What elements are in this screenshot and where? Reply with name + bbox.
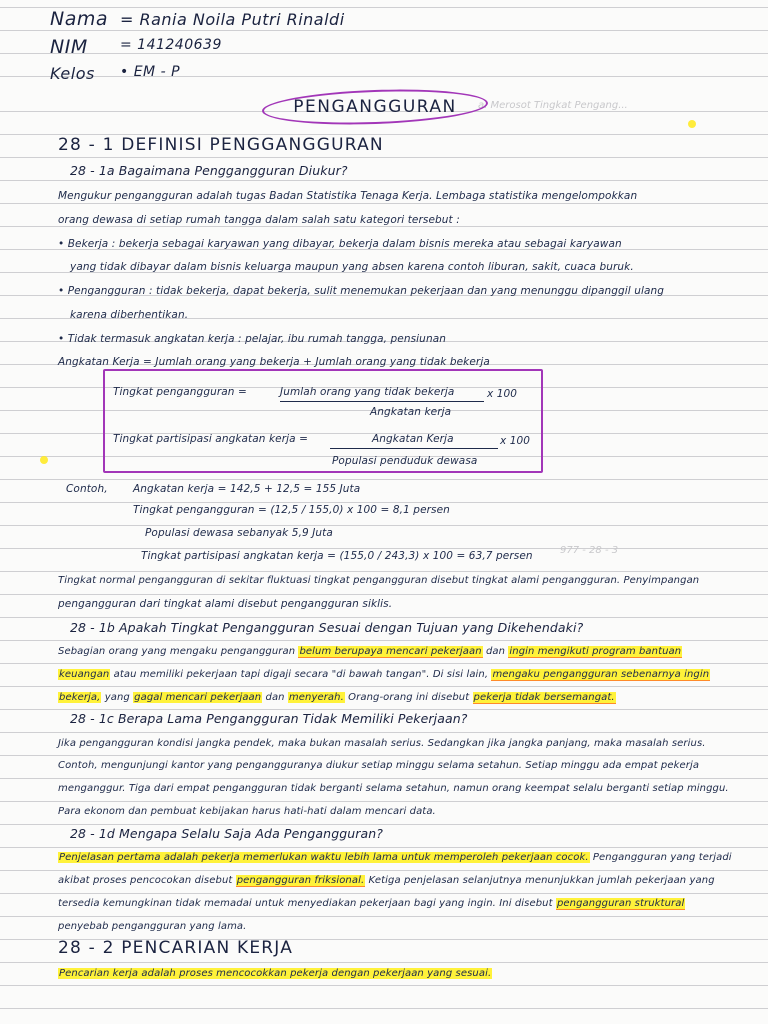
highlight: pengangguran struktural	[556, 898, 685, 909]
paragraph-line-highlighted: keuangan atau memiliki pekerjaan tapi digaji secara "di bawah tangan". Di sisi lain, mengaku pengangguran sebenarnya ingin	[59, 669, 710, 680]
paragraph-line-highlighted: Penjelasan pertama adalah pekerja memerlukan waktu lebih lama untuk memperoleh pekerjaan cocok. Pengangguran yang terjadi	[59, 852, 732, 863]
nim-value: = 141240639	[120, 37, 222, 53]
angkatan-kerja-definition: Angkatan Kerja = Jumlah orang yang bekerja + Jumlah orang yang tidak bekerja	[58, 356, 490, 368]
bullet-pengangguran: • Pengangguran : tidak bekerja, dapat bekerja, sulit menemukan pekerjaan dan yang menunggu dipanggil ulang	[58, 285, 665, 297]
subsection-heading-28-1b: 28 - 1b Apakah Tingkat Pengangguran Sesuai dengan Tujuan yang Dikehendaki?	[70, 620, 584, 635]
paragraph-line-highlighted: tersedia kemungkinan tidak memadai untuk menyediakan pekerjaan bagi yang ingin. Ini disebut pengangguran struktural	[58, 898, 685, 909]
highlight: menyerah.	[288, 692, 344, 703]
highlight-dot	[40, 456, 48, 464]
formula-unemployment-numerator: Jumlah orang yang tidak bekerja	[280, 386, 455, 398]
paragraph-line-highlighted: akibat proses pencocokan disebut pengangguran friksional. Ketiga penjelasan selanjutnya menunjukkan jumlah pekerjaan yang	[58, 875, 715, 886]
paragraph-line: orang dewasa di setiap rumah tangga dalam salah satu kategori tersebut :	[58, 214, 460, 226]
formula-unemployment-multiplier: x 100	[487, 388, 518, 400]
paragraph-line: menganggur. Tiga dari empat pengangguran tidak berganti selama setahun, namun orang keempat selalu berganti setiap minggu.	[58, 783, 729, 794]
class-value: • EM - P	[120, 64, 181, 80]
name-label: Nama	[50, 8, 109, 30]
paragraph-line-highlighted	[58, 967, 746, 981]
bleed-through-text: a. Merosot Tingkat Pengang...	[478, 100, 628, 111]
bullet-pengangguran-cont: karena diberhentikan.	[70, 309, 189, 321]
student-class-row	[50, 64, 181, 83]
example-line: Angkatan kerja = 142,5 + 12,5 = 155 Juta	[133, 483, 361, 495]
subsection-heading-28-1a: 28 - 1a Bagaimana Penggangguran Diukur?	[70, 163, 348, 178]
formula-unemployment-label: Tingkat pengangguran =	[113, 386, 247, 398]
example-line: Tingkat partisipasi angkatan kerja = (155,0 / 243,3) x 100 = 63,7 persen	[141, 550, 533, 562]
fraction-bar	[330, 448, 498, 449]
class-label: Kelos	[50, 64, 95, 83]
paragraph-line: Mengukur pengangguran adalah tugas Badan Statistika Tenaga Kerja. Lembaga statistika mengelompokkan	[58, 190, 638, 202]
paragraph-line-highlighted: bekerja, yang gagal mencari pekerjaan dan menyerah. Orang-orang ini disebut pekerja tidak bersemangat.	[59, 692, 615, 703]
section-heading-28-1: 28 - 1 DEFINISI PENGGANGGURAN	[58, 135, 384, 155]
bleed-through-text: 977 - 28 - 3	[560, 545, 619, 556]
formula-participation-label: Tingkat partisipasi angkatan kerja =	[113, 433, 309, 445]
page-title: PENGANGGURAN	[293, 97, 457, 117]
formula-participation-denominator: Populasi penduduk dewasa	[332, 455, 478, 467]
highlight: belum berupaya mencari pekerjaan	[299, 646, 482, 657]
title-block	[262, 90, 488, 124]
highlight: bekerja,	[59, 692, 101, 703]
subsection-heading-28-1d: 28 - 1d Mengapa Selalu Saja Ada Pengangguran?	[70, 826, 384, 841]
example-line: Populasi dewasa sebanyak 5,9 Juta	[145, 527, 333, 539]
highlight: ingin mengikuti program bantuan	[509, 646, 682, 657]
highlight: pekerja tidak bersemangat.	[473, 692, 615, 703]
section-heading-28-2: 28 - 2 PENCARIAN KERJA	[58, 938, 294, 958]
bullet-bekerja-cont: yang tidak dibayar dalam bisnis keluarga maupun yang absen karena contoh liburan, sakit, cuaca buruk.	[70, 261, 634, 273]
formula-unemployment-denominator: Angkatan kerja	[370, 406, 452, 418]
paragraph-line: Para ekonom dan pembuat kebijakan harus hati-hati dalam mencari data.	[58, 806, 436, 817]
highlight: Pencarian kerja adalah proses mencocokkan pekerja dengan pekerjaan yang sesuai.	[59, 968, 492, 979]
paragraph-line-highlighted: Sebagian orang yang mengaku pengangguran belum berupaya mencari pekerjaan dan ingin mengikuti program bantuan	[58, 646, 682, 657]
subsection-heading-28-1c: 28 - 1c Berapa Lama Pengangguran Tidak Memiliki Pekerjaan?	[70, 711, 468, 726]
formula-participation-multiplier: x 100	[500, 435, 531, 447]
bullet-bekerja: • Bekerja : bekerja sebagai karyawan yang dibayar, bekerja dalam bisnis mereka atau sebagai karyawan	[58, 238, 622, 250]
highlight: pengangguran friksional.	[236, 875, 365, 886]
name-value: = Rania Noila Putri Rinaldi	[120, 10, 345, 29]
example-label: Contoh,	[66, 483, 108, 495]
student-nim-row	[50, 36, 222, 58]
formula-participation-numerator: Angkatan Kerja	[372, 433, 454, 445]
example-line: Tingkat pengangguran = (12,5 / 155,0) x 100 = 8,1 persen	[133, 504, 450, 516]
highlight: mengaku pengangguran sebenarnya ingin	[492, 669, 710, 680]
highlight: gagal mencari pekerjaan	[134, 692, 262, 703]
highlight: Penjelasan pertama adalah pekerja memerlukan waktu lebih lama untuk memperoleh pekerjaan cocok.	[59, 852, 589, 863]
nim-label: NIM	[50, 36, 88, 58]
fraction-bar	[280, 401, 484, 402]
highlight-dot	[688, 120, 696, 128]
student-name-row	[50, 8, 345, 30]
bullet-tidak-termasuk: • Tidak termasuk angkatan kerja : pelajar, ibu rumah tangga, pensiunan	[58, 333, 446, 345]
paragraph-line: Tingkat normal pengangguran di sekitar fluktuasi tingkat pengangguran disebut tingkat alami pengangguran. Penyimpangan	[58, 575, 700, 586]
paragraph-line: pengangguran dari tingkat alami disebut pengangguran siklis.	[58, 598, 393, 610]
paragraph-line: penyebab pengangguran yang lama.	[58, 921, 247, 932]
paragraph-line: Jika pengangguran kondisi jangka pendek, maka bukan masalah serius. Sedangkan jika jangka panjang, maka masalah serius.	[58, 738, 706, 749]
paragraph-line: Contoh, mengunjungi kantor yang pengangguranya diukur setiap minggu selama setahun. Setiap minggu ada empat pekerja	[58, 760, 700, 771]
highlight: keuangan	[59, 669, 110, 680]
